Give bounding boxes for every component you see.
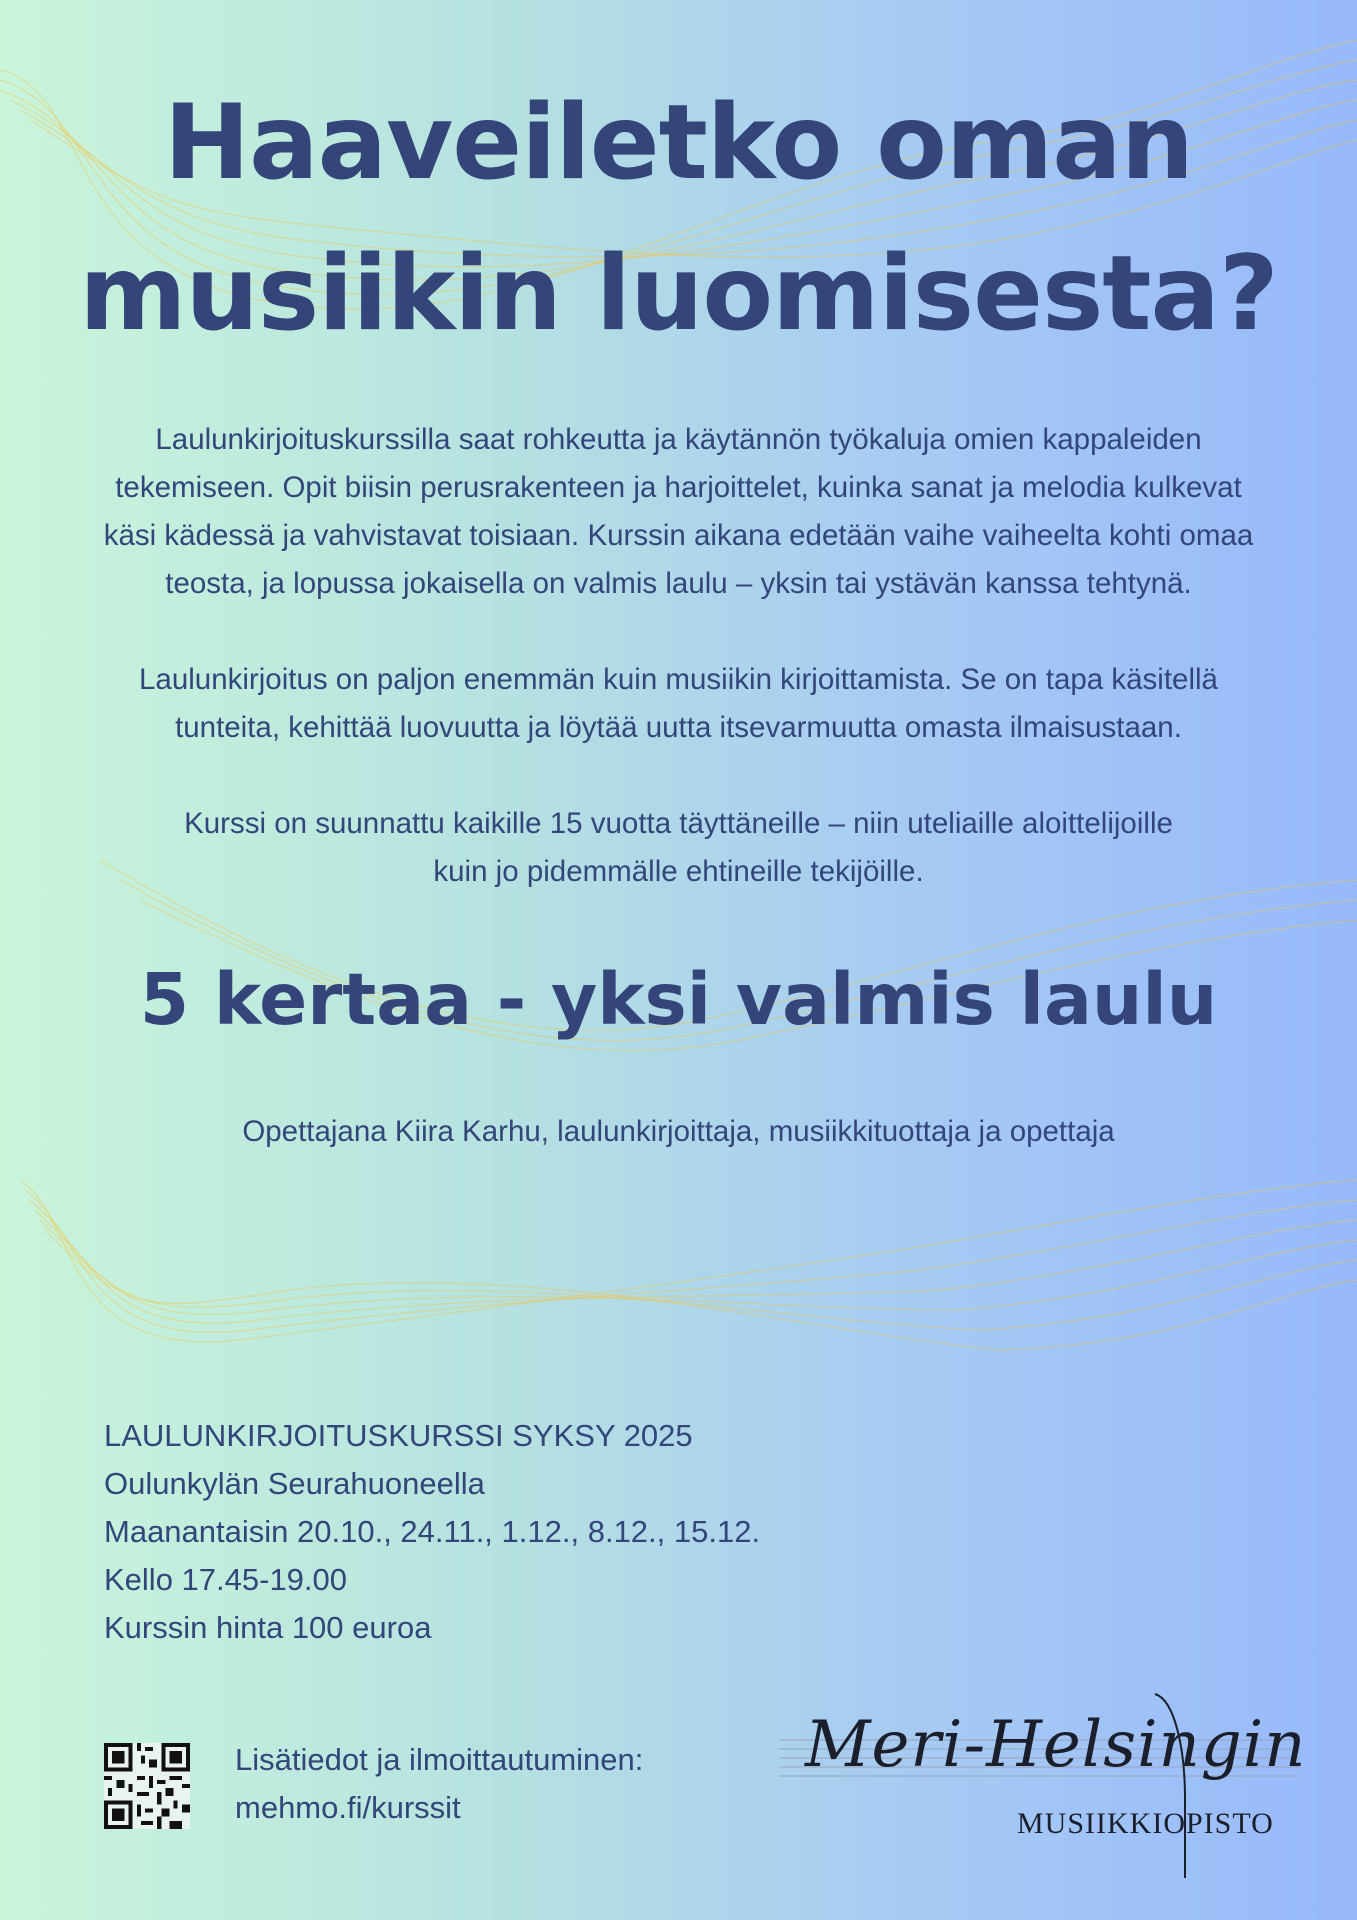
intro-line: Kurssi on suunnattu kaikille 15 vuotta täyttäneille – niin uteliaille aloittelijoille <box>184 807 1173 840</box>
intro-line: käsi kädessä ja vahvistavat toisiaan. Kurssin aikana edetään vaihe vaiheelta kohti omaa <box>103 519 1254 552</box>
course-location: Oulunkylän Seurahuoneella <box>104 1466 485 1501</box>
logo-script-text: Meri-Helsingin <box>805 1708 1307 1782</box>
headline-line-1: Haaveiletko oman <box>163 83 1194 203</box>
intro-paragraph-3 <box>0 800 1357 896</box>
headline-line-2: musiikin luomisesta? <box>79 234 1278 354</box>
intro-line: Laulunkirjoituskurssilla saat rohkeutta ja käytännön työkaluja omien kappaleiden <box>155 423 1202 456</box>
course-time: Kello 17.45-19.00 <box>104 1562 348 1597</box>
intro-line: kuin jo pidemmälle ehtineille tekijöille. <box>433 855 924 888</box>
more-info-label: Lisätiedot ja ilmoittautuminen: <box>235 1742 644 1777</box>
subheadline: 5 kertaa - yksi valmis laulu <box>139 958 1218 1041</box>
course-dates: Maanantaisin 20.10., 24.11., 1.12., 8.12., 15.12. <box>104 1514 761 1549</box>
intro-line: tunteita, kehittää luovuutta ja löytää uutta itsevarmuutta omasta ilmaisustaan. <box>175 711 1182 744</box>
intro-paragraph-2 <box>0 656 1357 752</box>
logo-caps-text: MUSIIKKIOPISTO <box>1017 1807 1274 1840</box>
more-info-link[interactable]: mehmo.fi/kurssit <box>235 1790 461 1825</box>
more-info <box>235 1736 643 1832</box>
teacher-line: Opettajana Kiira Karhu, laulunkirjoittaja, musiikkituottaja ja opettaja <box>242 1115 1115 1148</box>
intro-line: teosta, ja lopussa jokaisella on valmis laulu – yksin tai ystävän kanssa tehtynä. <box>165 567 1192 600</box>
intro-line: tekemiseen. Opit biisin perusrakenteen ja harjoittelet, kuinka sanat ja melodia kulkevat <box>115 471 1242 504</box>
course-details <box>104 1412 760 1652</box>
intro-paragraph-1 <box>0 416 1357 608</box>
qr-code-icon[interactable] <box>104 1743 190 1829</box>
course-price: Kurssin hinta 100 euroa <box>104 1610 432 1645</box>
course-name: LAULUNKIRJOITUSKURSSI SYKSY 2025 <box>104 1418 693 1453</box>
school-logo <box>775 1690 1315 1885</box>
intro-line: Laulunkirjoitus on paljon enemmän kuin musiikin kirjoittamista. Se on tapa käsitellä <box>139 663 1218 696</box>
